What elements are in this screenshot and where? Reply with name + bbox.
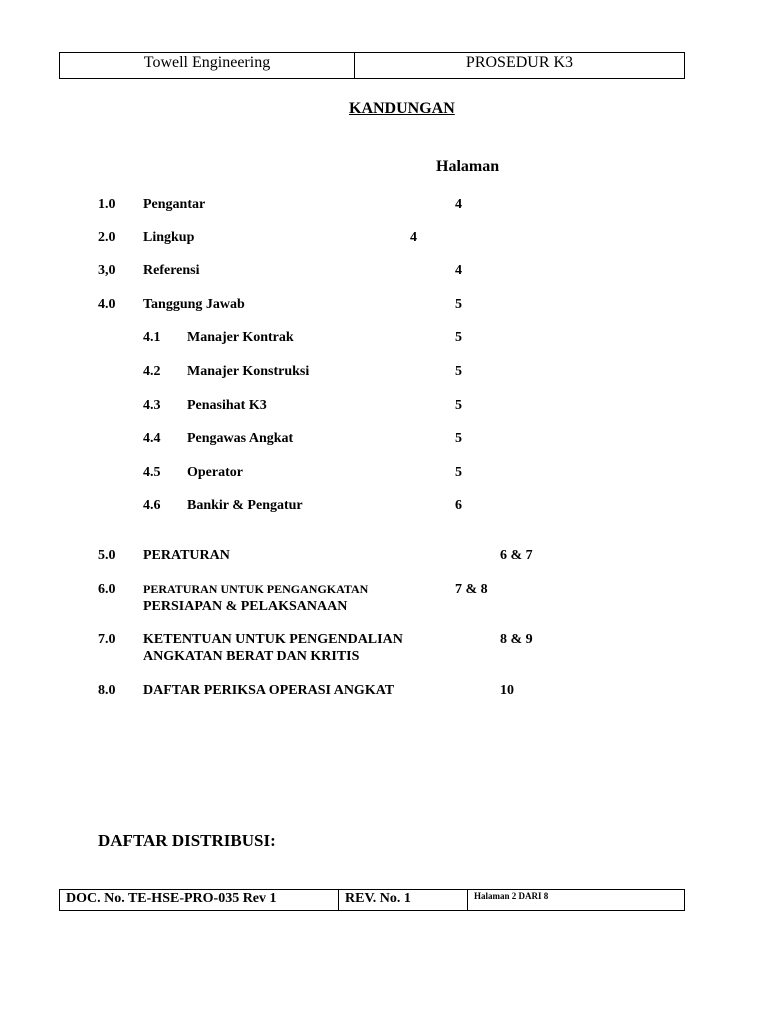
toc-page: 4: [455, 263, 462, 278]
toc-label: Pengantar: [143, 197, 206, 212]
toc-number: 4.1: [143, 330, 161, 345]
toc-label: Operator: [187, 465, 243, 480]
toc-page: 8 & 9: [500, 632, 533, 647]
toc-page: 4: [410, 230, 417, 245]
toc-page: 6 & 7: [500, 548, 533, 563]
toc-label: PERATURAN: [143, 548, 230, 563]
toc-number: 4.0: [98, 297, 116, 312]
document-type: PROSEDUR K3: [355, 53, 685, 79]
toc-number: 4.3: [143, 398, 161, 413]
toc-label-line1: KETENTUAN UNTUK PENGENDALIAN: [143, 632, 403, 647]
document-number: DOC. No. TE-HSE-PRO-035 Rev 1: [60, 890, 339, 911]
toc-label: Bankir & Pengatur: [187, 498, 303, 513]
toc-label-line2: ANGKATAN BERAT DAN KRITIS: [143, 649, 360, 664]
toc-label: Tanggung Jawab: [143, 297, 245, 312]
revision-number: REV. No. 1: [339, 890, 468, 911]
page-info: Halaman 2 DARI 8: [468, 890, 685, 911]
page-title: KANDUNGAN: [349, 100, 455, 117]
toc-page: 5: [455, 330, 462, 345]
toc-label: Lingkup: [143, 230, 195, 245]
toc-label-line1: PERATURAN UNTUK PENGANGKATAN: [143, 582, 369, 596]
toc-number: 7.0: [98, 632, 116, 647]
toc-label: Pengawas Angkat: [187, 431, 294, 446]
toc-number: 4.6: [143, 498, 161, 513]
company-name: Towell Engineering: [60, 53, 355, 79]
distribution-list-heading: DAFTAR DISTRIBUSI:: [98, 831, 276, 850]
page-column-label: Halaman: [436, 158, 500, 175]
toc-number: 2.0: [98, 230, 116, 245]
toc-label: DAFTAR PERIKSA OPERASI ANGKAT: [143, 683, 395, 698]
toc-label-line2: PERSIAPAN & PELAKSANAAN: [143, 599, 348, 614]
toc-page: 5: [455, 465, 462, 480]
toc-label: Manajer Konstruksi: [187, 364, 310, 379]
toc-number: 8.0: [98, 683, 116, 698]
toc-number: 4.5: [143, 465, 161, 480]
toc-page: 6: [455, 498, 462, 513]
toc-number: 1.0: [98, 197, 116, 212]
toc-page: 5: [455, 398, 462, 413]
toc-label: Manajer Kontrak: [187, 330, 294, 345]
toc-page: 4: [455, 197, 462, 212]
toc-page: 5: [455, 364, 462, 379]
toc-label: Penasihat K3: [187, 398, 267, 413]
toc-page: 10: [500, 683, 514, 698]
toc-number: 4.4: [143, 431, 161, 446]
toc-page: 7 & 8: [455, 582, 488, 597]
toc-number: 5.0: [98, 548, 116, 563]
footer-table: [59, 889, 685, 911]
toc-page: 5: [455, 431, 462, 446]
toc-number: 4.2: [143, 364, 161, 379]
toc-page: 5: [455, 297, 462, 312]
toc-number: 3,0: [98, 263, 116, 278]
toc-label: Referensi: [143, 263, 200, 278]
toc-number: 6.0: [98, 582, 116, 597]
